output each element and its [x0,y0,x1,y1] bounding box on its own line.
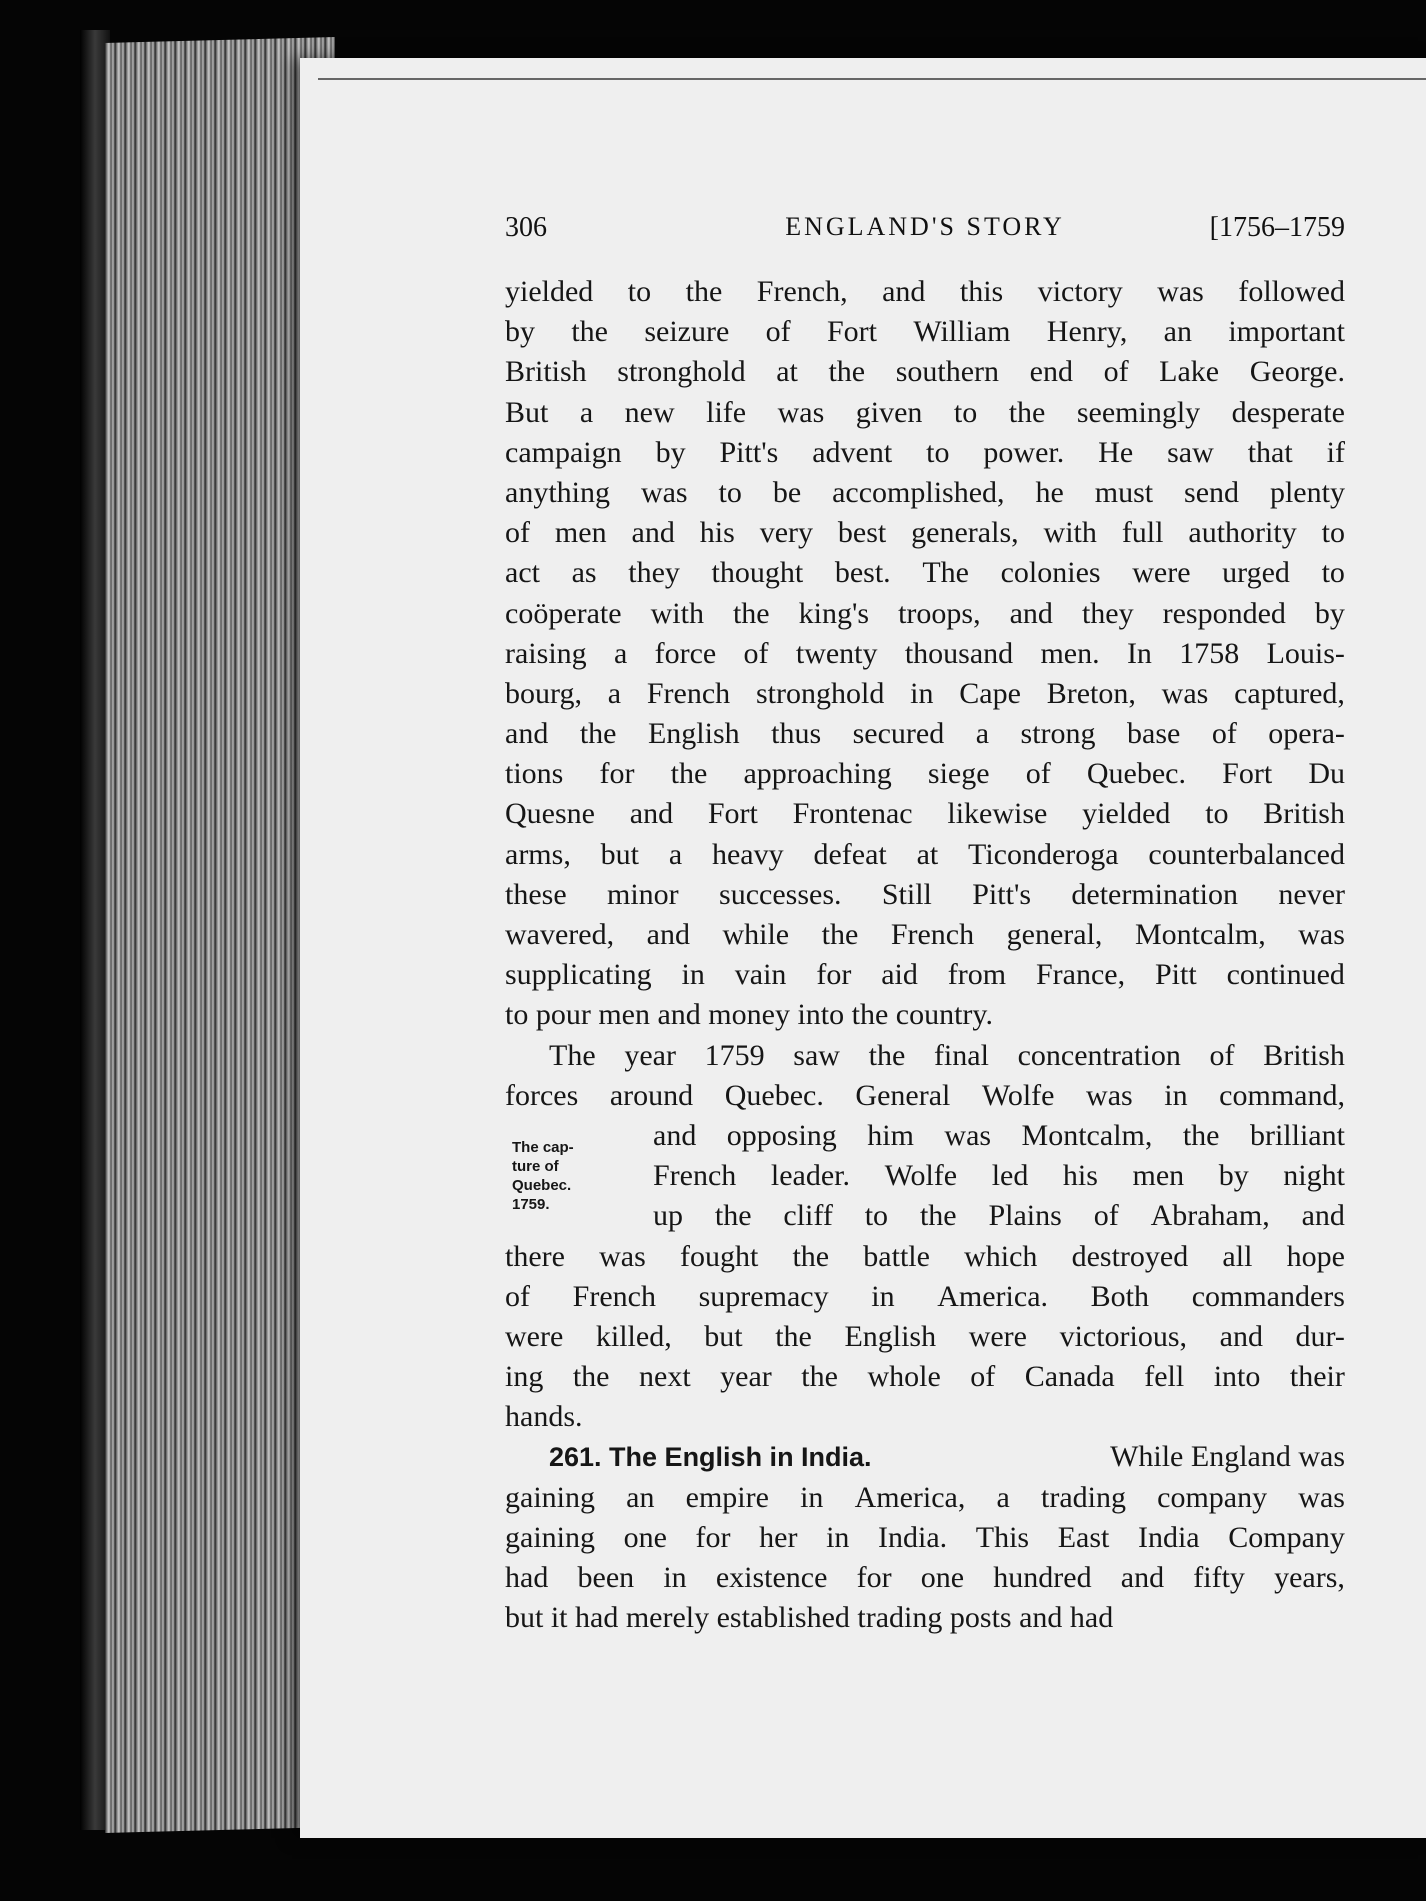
body-text [505,272,1345,1638]
text-line [505,513,1345,553]
margin-note-line: Quebec. [512,1177,572,1194]
book-title: ENGLAND'S STORY [785,212,1065,241]
text-line [505,1558,1345,1598]
text-line-content: gaining one for her in India. This East India Company [505,1520,1345,1554]
text-line-content: arms, but a heavy defeat at Ticonderoga counterbalanced [505,837,1345,871]
text-line-content: While England was [1110,1440,1345,1474]
text-line [505,393,1345,433]
text-line [505,1036,1345,1076]
text-line [505,553,1345,593]
text-line-content: tions for the approaching siege of Quebec. Fort Du [505,757,1345,791]
text-line [505,1437,1345,1477]
text-line-content: But a new life was given to the seemingly desperate [505,395,1345,429]
text-line [505,955,1345,995]
text-line [505,915,1345,955]
page-top-rule [318,78,1426,80]
text-line [505,794,1345,834]
text-line [505,634,1345,674]
text-line [505,594,1345,634]
text-line [505,1317,1345,1357]
text-line [505,1237,1345,1277]
text-line [505,1116,1345,1156]
text-line-content: act as they thought best. The colonies were urged to [505,556,1345,590]
text-line-content: ing the next year the whole of Canada fell into their [505,1360,1345,1394]
text-line [505,674,1345,714]
text-line-content: by the seizure of Fort William Henry, an important [505,315,1345,349]
running-head [505,212,1345,262]
text-line [505,1598,1345,1638]
text-line-content: British stronghold at the southern end of Lake George. [505,355,1345,389]
margin-note-line: 1759. [512,1196,550,1213]
text-line-content: bourg, a French stronghold in Cape Breton, was captured, [505,676,1345,710]
text-line-content: these minor successes. Still Pitt's determination never [505,877,1345,911]
text-line-content: of French supremacy in America. Both commanders [505,1279,1345,1313]
text-line-content: supplicating in vain for aid from France, Pitt continued [505,958,1345,992]
text-line [505,1397,1345,1437]
text-line [505,1478,1345,1518]
text-line-content: to pour men and money into the country. [505,998,993,1032]
section-heading: 261. The English in India. [549,1442,872,1473]
text-line-content: coöperate with the king's troops, and they responded by [505,596,1345,630]
text-line-content: French leader. Wolfe led his men by night [653,1159,1345,1193]
text-line-content: forces around Quebec. General Wolfe was in command, [505,1078,1345,1112]
text-line-content: raising a force of twenty thousand men. In 1758 Louis- [505,636,1345,670]
text-line-content: were killed, but the English were victorious, and dur- [505,1319,1345,1353]
text-line [505,1196,1345,1236]
margin-note-line: ture of [512,1158,559,1175]
text-line-content: and the English thus secured a strong base of opera- [505,717,1345,751]
margin-note-line: The cap- [512,1139,574,1156]
text-line-content: gaining an empire in America, a trading company was [505,1480,1345,1514]
text-line [505,1076,1345,1116]
text-line-content: there was fought the battle which destroyed all hope [505,1239,1345,1273]
text-line [505,714,1345,754]
text-line [505,754,1345,794]
page-number: 306 [505,212,547,243]
date-range: [1756–1759 [1209,212,1345,243]
text-line [505,312,1345,352]
text-line [505,995,1345,1035]
text-line [505,1357,1345,1397]
text-line-content: anything was to be accomplished, he must send plenty [505,475,1345,509]
text-line [505,352,1345,392]
text-line [505,1518,1345,1558]
text-line-content: wavered, and while the French general, Montcalm, was [505,918,1345,951]
text-line-content: Quesne and Fort Frontenac likewise yielded to British [505,797,1345,831]
text-line-content: and opposing him was Montcalm, the brilliant [653,1118,1345,1152]
text-line [505,1156,1345,1196]
text-line-content: had been in existence for one hundred and fifty years, [505,1561,1345,1594]
text-line-content: yielded to the French, and this victory was followed [505,275,1345,308]
text-line [505,875,1345,915]
text-line [505,272,1345,312]
text-line-content: campaign by Pitt's advent to power. He saw that if [505,435,1345,469]
text-line [505,473,1345,513]
text-line-content: The year 1759 saw the final concentration of British [549,1038,1345,1072]
text-line [505,1277,1345,1317]
text-line-content: but it had merely established trading posts and had [505,1601,1114,1635]
text-line-content: of men and his very best generals, with full authority to [505,516,1345,550]
text-line-content: up the cliff to the Plains of Abraham, and [653,1199,1345,1233]
text-line [505,835,1345,875]
text-line [505,433,1345,473]
text-line-content: hands. [505,1400,583,1434]
